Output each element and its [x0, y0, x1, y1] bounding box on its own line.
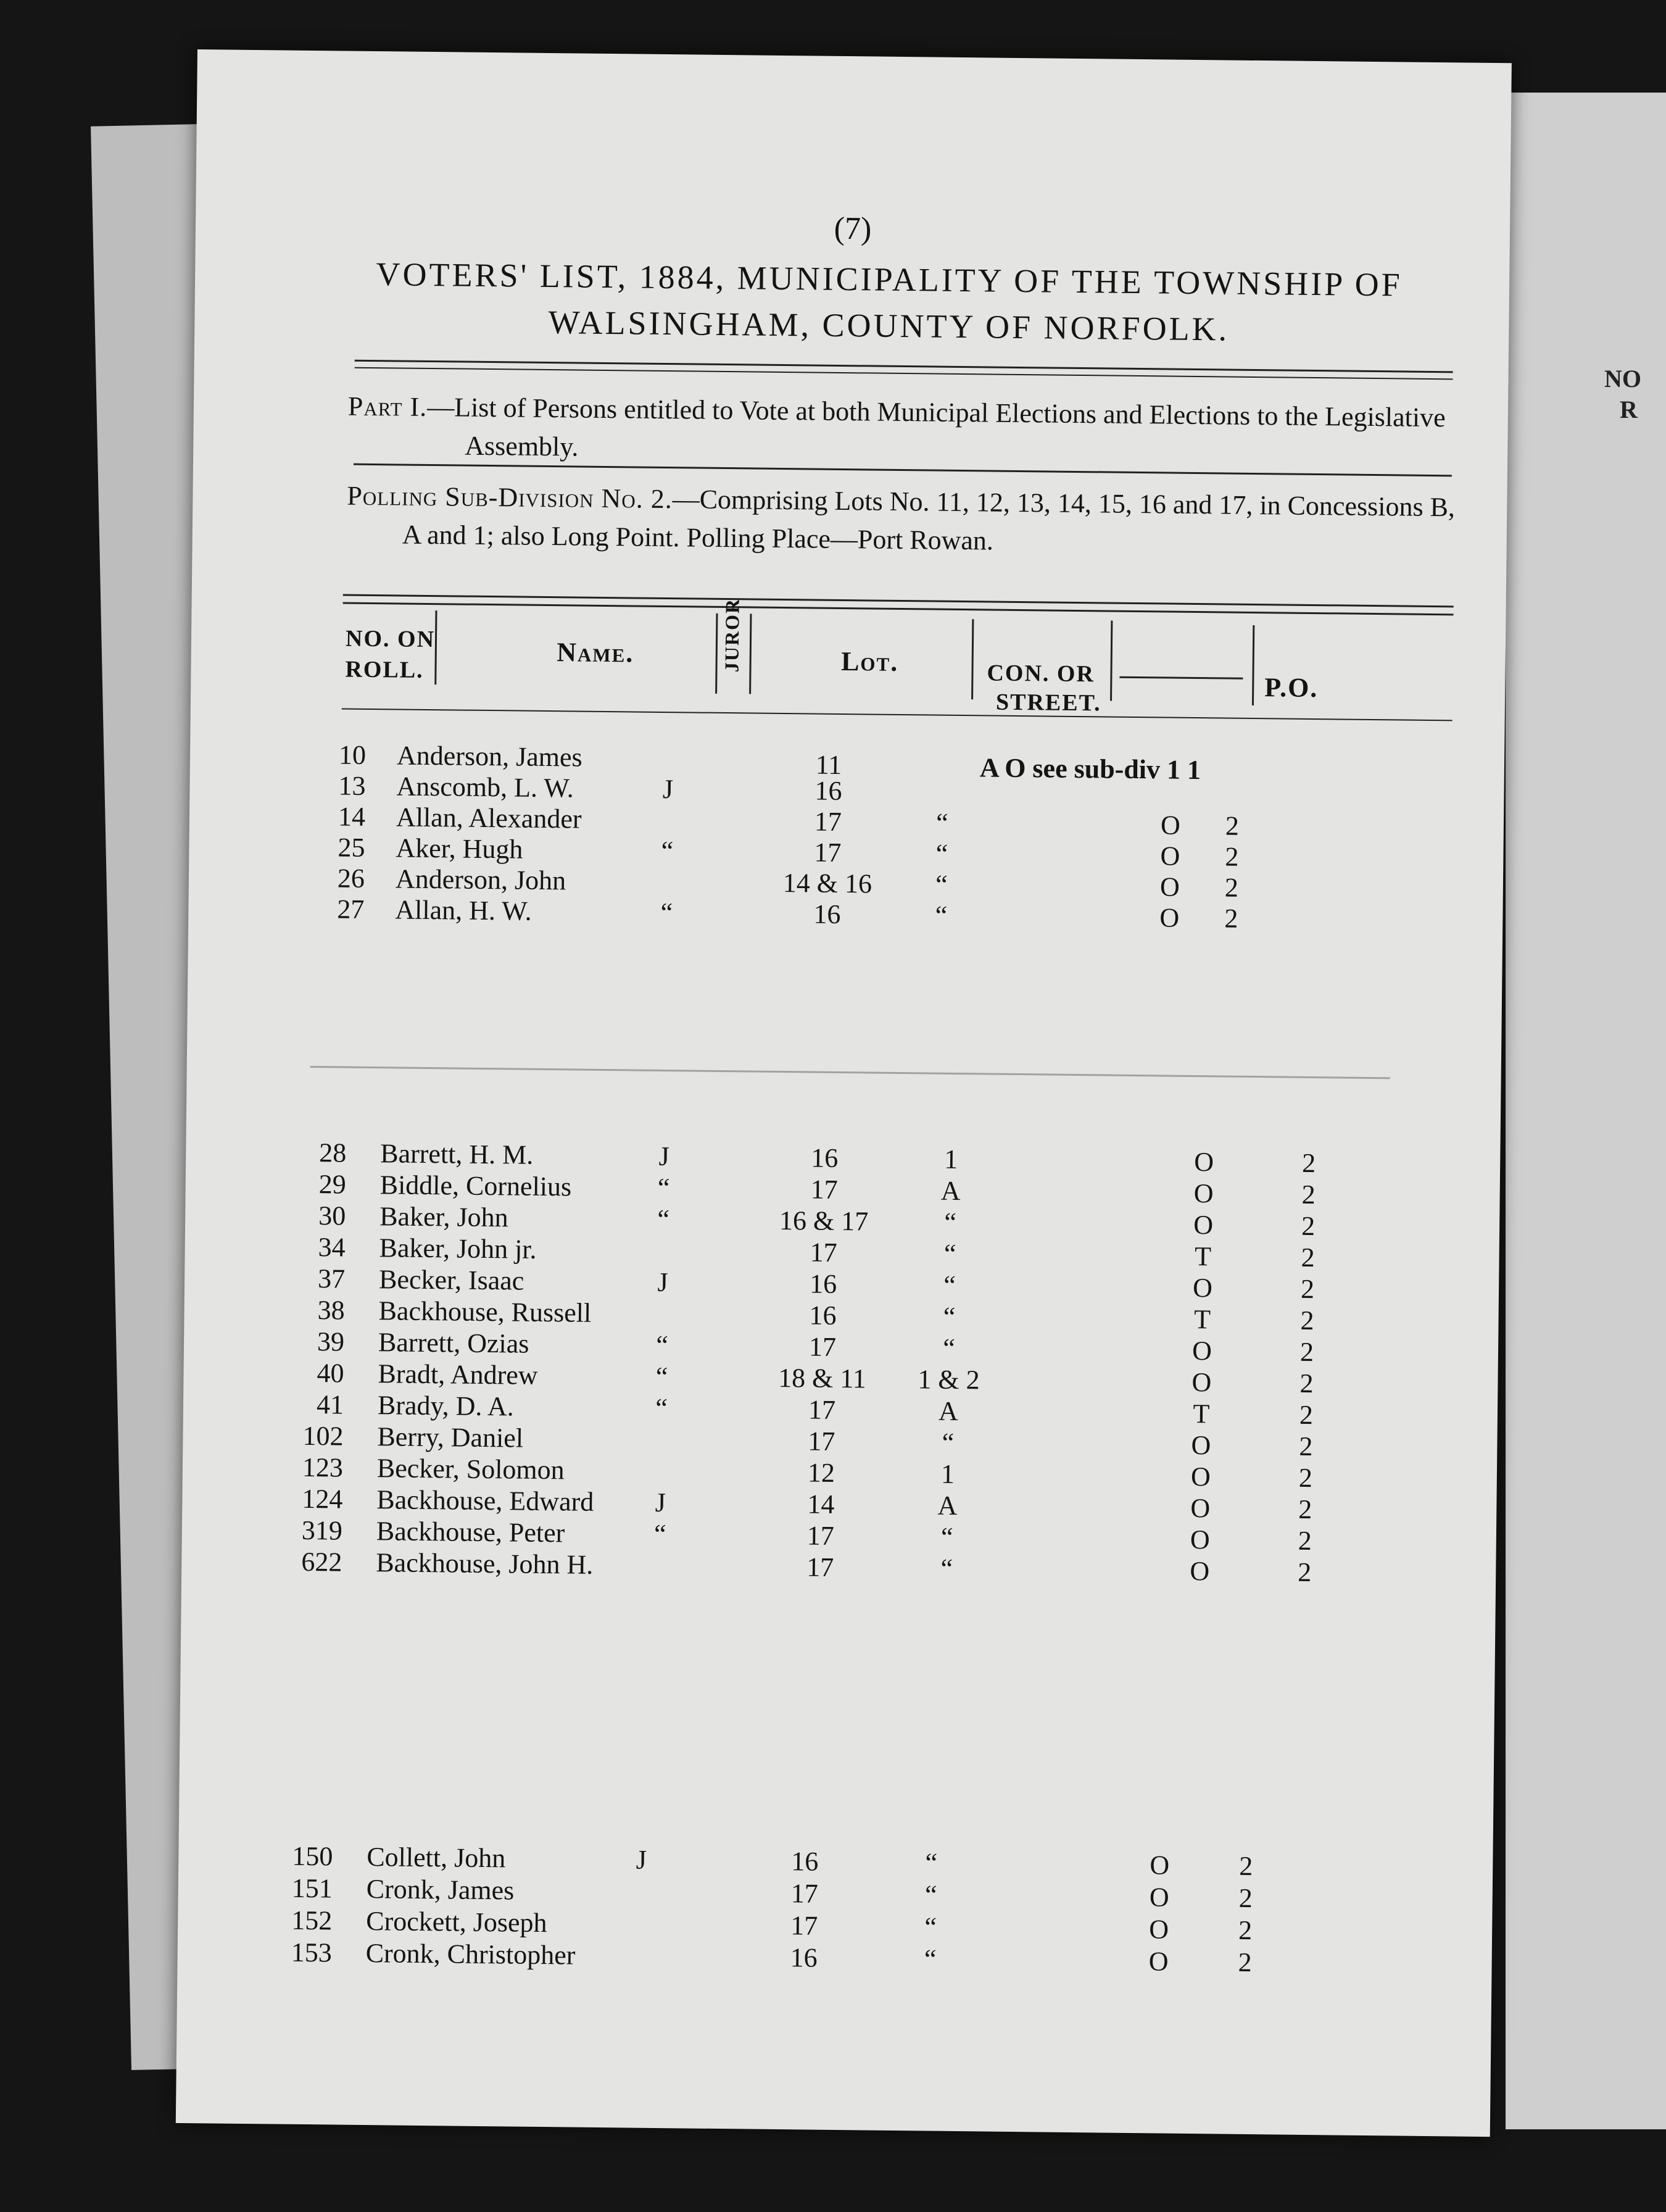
voter-name: Barrett, H. M.	[380, 1138, 534, 1170]
lot: 17	[806, 1520, 835, 1551]
voter-name: Anscomb, L. W.	[396, 771, 574, 804]
lot: 16	[809, 1268, 837, 1299]
juror-mark: “	[660, 897, 673, 928]
lot: 16	[814, 775, 842, 807]
post-office: 2	[1238, 1947, 1252, 1978]
status-mark: O	[1190, 1555, 1210, 1587]
roll-number: 622	[301, 1546, 342, 1578]
status-mark: O	[1148, 1946, 1169, 1977]
concession: 1	[943, 1144, 958, 1175]
page-number: (7)	[834, 210, 872, 247]
divider	[355, 360, 1453, 373]
status-mark: O	[1160, 810, 1181, 841]
voter-name: Backhouse, Russell	[378, 1295, 592, 1328]
roll-number: 151	[291, 1873, 333, 1904]
status-mark: O	[1149, 1882, 1169, 1913]
voter-name: Berry, Daniel	[377, 1421, 524, 1453]
status-mark: O	[1150, 1850, 1170, 1881]
lot: 12	[807, 1457, 835, 1488]
concession: “	[940, 1553, 953, 1584]
lot: 17	[814, 837, 842, 868]
status-mark: O	[1149, 1914, 1169, 1945]
lot: 17	[790, 1878, 819, 1909]
post-office: 2	[1300, 1273, 1315, 1305]
voter-name: Biddle, Cornelius	[379, 1170, 572, 1202]
post-office: 2	[1238, 1882, 1253, 1914]
concession: “	[935, 838, 948, 869]
status-mark: O	[1159, 871, 1180, 902]
juror-mark	[644, 1298, 681, 1299]
concession: A	[937, 1490, 958, 1521]
post-office: 2	[1299, 1431, 1313, 1462]
header-juror: JUROR	[720, 597, 744, 673]
column-divider	[1110, 621, 1113, 701]
concession: “	[924, 1879, 937, 1910]
column-divider	[971, 619, 974, 699]
table-header-bottom-rule	[342, 709, 1453, 721]
voter-name: Becker, Solomon	[376, 1453, 565, 1486]
post-office: 2	[1298, 1462, 1313, 1494]
roll-number: 30	[318, 1200, 346, 1231]
status-mark: O	[1190, 1492, 1211, 1524]
lot: 17	[808, 1426, 835, 1457]
status-mark: O	[1193, 1210, 1214, 1241]
roll-number: 40	[317, 1358, 344, 1389]
voter-name: Collett, John	[367, 1842, 506, 1874]
lot: 17	[810, 1237, 837, 1268]
status-mark: O	[1191, 1335, 1212, 1366]
voter-name: Cronk, James	[366, 1874, 515, 1906]
lot: 16	[790, 1942, 818, 1973]
facing-page-edge	[1506, 93, 1666, 2129]
lot: 17	[808, 1394, 836, 1425]
concession: “	[943, 1301, 956, 1332]
juror-mark: “	[655, 1361, 668, 1392]
lot: 11	[815, 749, 842, 780]
concession: A	[938, 1395, 959, 1427]
voter-name: Becker, Isaac	[378, 1264, 524, 1296]
status-mark: O	[1190, 1461, 1211, 1492]
lot: 14 & 16	[782, 868, 872, 899]
roll-number: 26	[337, 863, 365, 894]
roll-number: 29	[318, 1169, 347, 1200]
post-office: 2	[1298, 1525, 1312, 1557]
voter-name: Baker, John jr.	[379, 1233, 537, 1265]
header-con: CON. OR	[987, 660, 1095, 688]
concession: “	[943, 1333, 956, 1363]
voter-name: Barrett, Ozias	[378, 1327, 529, 1359]
post-office: 2	[1301, 1179, 1316, 1210]
status-mark: O	[1159, 902, 1180, 933]
roll-number: 124	[302, 1483, 343, 1515]
header-lot: Lot.	[840, 646, 899, 677]
header-roll: ROLL.	[345, 656, 424, 683]
polling-text: —Comprising Lots No. 11, 12, 13, 14, 15, 16 and 17, in Concessions B, A and 1; also Long Point. Polling Place—Port Rowan.	[402, 484, 1456, 556]
part-description	[347, 388, 1459, 476]
part-label: Part I.	[347, 391, 428, 422]
header-name: Name.	[556, 637, 634, 668]
lot: 16	[809, 1300, 837, 1331]
concession: “	[940, 1521, 953, 1552]
status-mark: O	[1192, 1273, 1213, 1304]
header-po: P.O.	[1264, 672, 1319, 704]
juror-mark: J	[657, 1266, 668, 1298]
voter-name: Anderson, John	[395, 863, 566, 896]
lot: 18 & 11	[777, 1362, 867, 1394]
status-mark: T	[1193, 1399, 1210, 1429]
status-mark: T	[1193, 1304, 1211, 1335]
polling-label: Polling Sub-Division No. 2.	[347, 480, 673, 515]
concession: “	[944, 1207, 957, 1237]
roll-number: 28	[319, 1137, 347, 1168]
voter-name: Allan, Alexander	[396, 802, 582, 834]
post-office: 2	[1301, 1210, 1316, 1242]
juror-mark: “	[656, 1329, 669, 1361]
concession: 1	[940, 1458, 955, 1489]
post-office: 2	[1238, 1915, 1253, 1946]
juror-mark	[642, 1455, 679, 1456]
juror-mark	[645, 1235, 682, 1236]
juror-mark: “	[657, 1204, 670, 1235]
lot: 16	[791, 1846, 819, 1877]
lot: 16	[810, 1142, 839, 1173]
facing-page-fragment: R	[1620, 396, 1638, 423]
voter-name: Baker, John	[379, 1201, 508, 1233]
document-page	[176, 49, 1512, 2137]
sub-division-note: A O see sub-div 1 1	[979, 752, 1201, 786]
voter-name: Backhouse, Peter	[376, 1516, 565, 1549]
post-office: 2	[1299, 1368, 1314, 1399]
roll-number: 102	[302, 1420, 344, 1452]
voter-name: Crockett, Joseph	[366, 1906, 547, 1939]
roll-number: 14	[338, 801, 366, 832]
roll-number: 10	[338, 739, 367, 770]
concession: “	[935, 807, 948, 838]
roll-number: 153	[291, 1937, 332, 1968]
post-office: 2	[1298, 1557, 1312, 1588]
status-mark: O	[1191, 1429, 1211, 1461]
post-office: 2	[1224, 872, 1239, 903]
lot: 16 & 17	[779, 1205, 869, 1237]
juror-mark: J	[658, 1141, 670, 1172]
roll-number: 152	[291, 1905, 333, 1936]
page-title-line-2: WALSINGHAM, COUNTY OF NORFOLK.	[548, 303, 1230, 348]
concession: “	[935, 869, 948, 900]
column-divider	[749, 613, 752, 694]
lot: 17	[810, 1174, 838, 1205]
post-office: 2	[1225, 841, 1239, 872]
post-office: 2	[1224, 903, 1238, 934]
roll-number: 25	[338, 832, 365, 863]
lot: 17	[814, 806, 842, 837]
voter-name: Allan, H. W.	[395, 894, 532, 926]
post-office: 2	[1239, 1850, 1253, 1882]
roll-number: 319	[301, 1515, 343, 1546]
lot: 17	[806, 1552, 834, 1582]
post-office: 2	[1301, 1242, 1315, 1273]
roll-number: 13	[338, 770, 366, 801]
status-mark: O	[1194, 1147, 1214, 1178]
facing-page-fragment: NO	[1604, 365, 1641, 393]
column-divider	[434, 610, 437, 684]
voter-name: Anderson, James	[396, 740, 582, 773]
voter-name: Aker, Hugh	[396, 833, 523, 865]
post-office: 2	[1299, 1399, 1314, 1431]
concession: “	[942, 1427, 955, 1458]
post-office: 2	[1225, 810, 1240, 841]
juror-mark: J	[662, 773, 674, 805]
roll-number: 123	[302, 1452, 344, 1483]
voter-name: Backhouse, Edward	[376, 1484, 594, 1517]
post-office: 2	[1301, 1147, 1316, 1179]
roll-number: 38	[317, 1295, 345, 1326]
roll-number: 34	[318, 1232, 346, 1263]
part-text: —List of Persons entitled to Vote at both Municipal Elections and Elections to the Legislative Assembly.	[426, 391, 1446, 462]
column-divider	[715, 613, 718, 694]
status-mark: T	[1194, 1241, 1212, 1272]
voter-name: Bradt, Andrew	[378, 1358, 538, 1391]
page-title-line-1: VOTERS' LIST, 1884, MUNICIPALITY OF THE TOWNSHIP OF	[376, 256, 1403, 304]
roll-number: 37	[317, 1263, 346, 1294]
roll-number: 150	[292, 1840, 333, 1872]
post-office: 2	[1300, 1305, 1314, 1336]
roll-number: 27	[337, 894, 365, 925]
status-mark: O	[1191, 1366, 1212, 1398]
juror-mark: “	[653, 1518, 666, 1550]
voter-name: Backhouse, John H.	[376, 1547, 594, 1580]
lot: 14	[807, 1489, 835, 1520]
voter-name: Brady, D. A.	[377, 1390, 515, 1422]
roll-number: 41	[316, 1389, 344, 1420]
blank-header-rule	[1119, 676, 1243, 680]
roll-number: 39	[317, 1326, 345, 1357]
header-con: STREET.	[995, 689, 1101, 717]
concession: 1 & 2	[918, 1364, 980, 1395]
lot: 17	[790, 1910, 818, 1941]
juror-mark: “	[661, 835, 674, 867]
lot: 16	[813, 899, 841, 929]
status-mark: O	[1190, 1524, 1210, 1555]
status-mark: O	[1160, 841, 1180, 871]
concession: “	[943, 1270, 956, 1300]
concession: “	[924, 1911, 937, 1942]
column-divider	[1252, 625, 1254, 705]
post-office: 2	[1299, 1336, 1314, 1368]
post-office: 2	[1298, 1494, 1312, 1525]
juror-mark: “	[657, 1172, 670, 1204]
concession: “	[925, 1847, 938, 1878]
voter-name: Cronk, Christopher	[365, 1938, 576, 1971]
juror-mark: “	[655, 1392, 668, 1424]
concession: “	[935, 900, 948, 931]
concession: A	[940, 1175, 961, 1207]
polling-description	[346, 477, 1457, 565]
juror-mark: J	[636, 1844, 647, 1875]
header-roll: NO. ON	[345, 625, 436, 653]
concession: “	[943, 1238, 956, 1269]
status-mark: O	[1193, 1178, 1214, 1209]
section-divider	[310, 1066, 1390, 1079]
lot: 17	[808, 1331, 837, 1362]
concession: “	[924, 1944, 937, 1974]
juror-mark: J	[655, 1487, 666, 1518]
